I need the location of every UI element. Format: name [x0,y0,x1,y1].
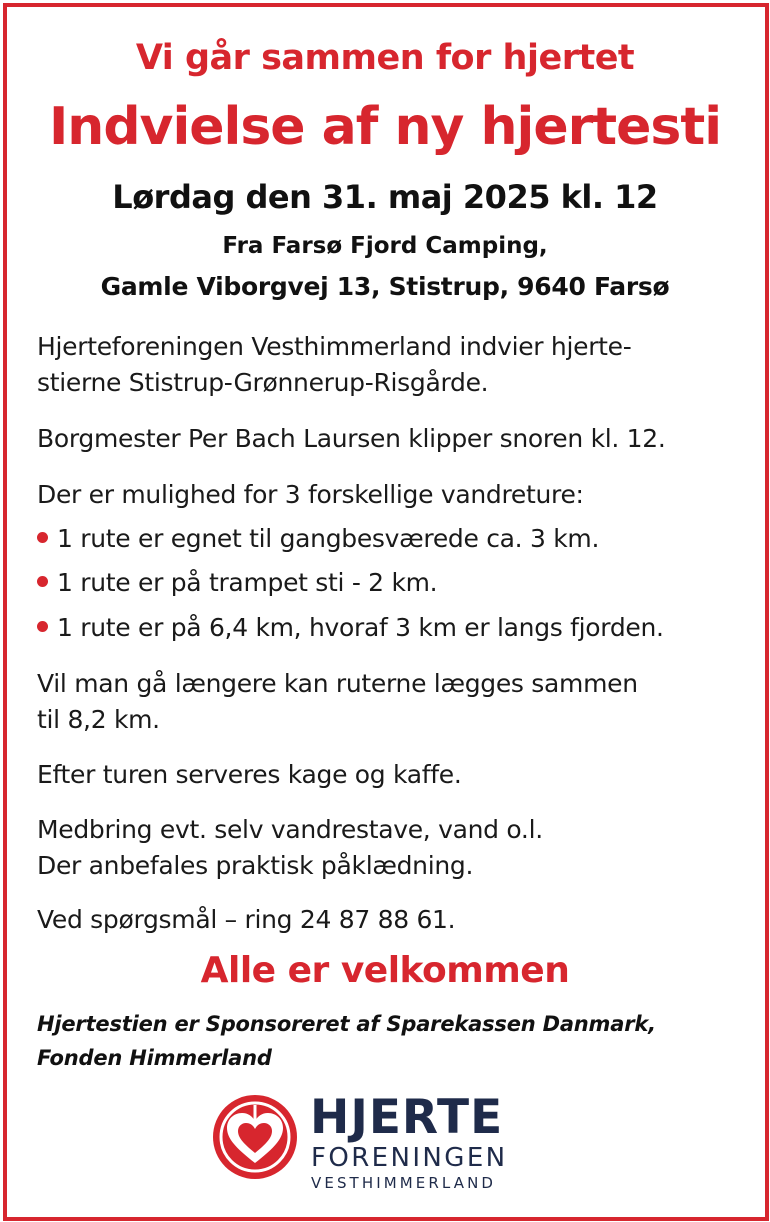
event-date: Lørdag den 31. maj 2025 kl. 12 [112,178,658,216]
welcome-text: Alle er velkommen [200,950,570,991]
combine-line-1: Vil man gå længere kan ruterne lægges sammen [37,669,638,698]
route-item [37,568,437,597]
bullet-icon [37,621,48,632]
sponsor-line-1: Hjertestien er Sponsoreret af Sparekassen Danmark, [37,1012,656,1036]
intro-line-1: Hjerteforeningen Vesthimmerland indvier hjerte- [37,332,632,361]
logo-subtitle: FORENINGEN [311,1143,508,1173]
route-text: 1 rute er på 6,4 km, hvoraf 3 km er langs fjorden. [57,613,664,642]
headline: Indvielse af ny hjertesti [48,97,722,157]
route-item [37,524,599,553]
contact-text: Ved spørgsmål – ring 24 87 88 61. [37,905,456,934]
route-text: 1 rute er på trampet sti - 2 km. [57,568,438,597]
heart-emblem-icon [211,1093,299,1181]
location-line-1: Fra Farsø Fjord Camping, [222,233,548,259]
location-line-2: Gamle Viborgvej 13, Stistrup, 9640 Farsø [100,272,670,301]
sponsor-line-2: Fonden Himmerland [37,1046,272,1070]
tagline: Vi går sammen for hjertet [135,38,635,78]
logo-region: VESTHIMMERLAND [311,1174,497,1192]
bullet-icon [37,532,48,543]
routes-intro: Der er mulighed for 3 forskellige vandreture: [37,480,584,509]
mayor-text: Borgmester Per Bach Laursen klipper snoren kl. 12. [37,424,666,453]
logo-wordmark: HJERTE [310,1090,504,1145]
refreshments-text: Efter turen serveres kage og kaffe. [37,760,462,789]
route-item [37,613,664,642]
bring-line-1: Medbring evt. selv vandrestave, vand o.l. [37,815,543,844]
route-text: 1 rute er egnet til gangbesværede ca. 3 km. [57,524,600,553]
intro-line-2: stierne Stistrup-Grønnerup-Risgårde. [37,368,489,397]
combine-line-2: til 8,2 km. [37,705,160,734]
bullet-icon [37,576,48,587]
bring-line-2: Der anbefales praktisk påklædning. [37,851,474,880]
